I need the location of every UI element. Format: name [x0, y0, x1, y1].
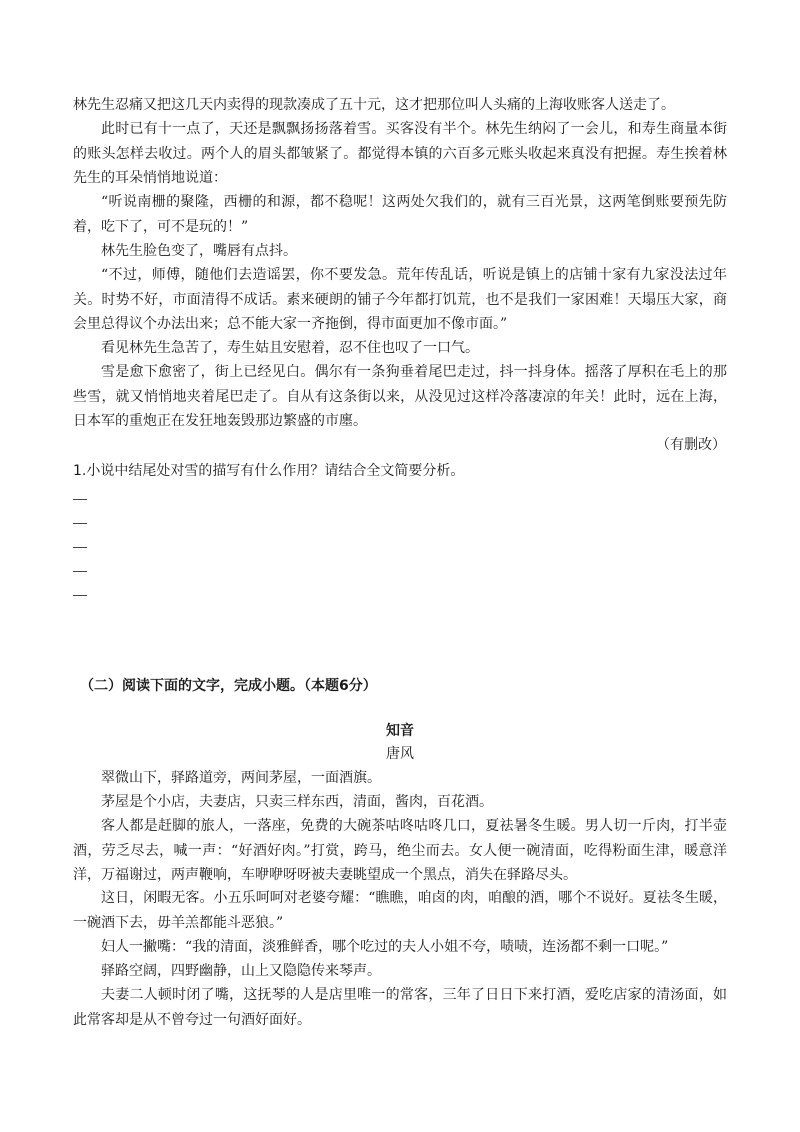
answer-line[interactable] — [73, 571, 87, 572]
passage1-paragraph-4: 林先生脸色变了，嘴唇有点抖。 — [101, 243, 297, 259]
article-paragraph-5: 妇人一撇嘴：“我的清面，淡雅鲜香，哪个吃过的夫人小姐不夸，啧啧，连汤都不剩一口呢。” — [101, 939, 669, 955]
answer-line[interactable] — [73, 523, 87, 524]
passage1-paragraph-6: 看见林先生急苦了，寿生姑且安慰着，忍不住也叹了一口气。 — [101, 340, 479, 356]
answer-line[interactable] — [73, 499, 87, 500]
article-paragraph-4: 这日，闲暇无客。小五乐呵呵对老婆夸耀：“瞧瞧，咱卤的肉，咱酿的酒，哪个不说好。夏祛冬生暖，一碗酒下去，毋羊羔都能斗恶狼。” — [73, 890, 727, 931]
passage1-paragraph-2: 此时已有十一点了，天还是飘飘扬扬落着雪。买客没有半个。林先生纳闷了一会儿，和寿生商量本街的账头怎样去收过。两个人的眉头都皱紧了。都觉得本镇的六百多元账头收起来真没有把握。寿生挨着林先生的耳朵悄悄地说道： — [73, 121, 727, 186]
article-paragraph-7: 夫妻二人顿时闭了嘴，这抚琴的人是店里唯一的常客，三年了日日下来打酒，爱吃店家的清汤面，如此常客却是从不曾夸过一句酒好面好。 — [73, 987, 727, 1028]
article-paragraph-6: 驿路空阔，四野幽静，山上又隐隐传来琴声。 — [101, 963, 381, 979]
passage1-paragraph-5: “不过，师傅，随他们去造谣罢，你不要发急。荒年传乱话，听说是镇上的店铺十家有九家没法过年关。时势不好，市面清得不成话。素来硬朗的铺子今年都打饥荒，也不是我们一家困难！天塌压大家，商会里总得议个办法出来；总不能大家一齐拖倒，得市面更加不像市面。” — [73, 267, 727, 332]
question-1: 1.小说中结尾处对雪的描写有什么作用？请结合全文简要分析。 — [73, 463, 465, 479]
answer-line[interactable] — [73, 595, 87, 596]
passage1-paragraph-3: “听说南栅的聚隆，西栅的和源，都不稳呢！这两处欠我们的，就有三百光景，这两笔倒账要预先防着，吃下了，可不是玩的！” — [73, 194, 727, 235]
article-title: 知音 — [386, 723, 414, 739]
article-paragraph-1: 翠微山下，驿路道旁，两间茅屋，一面酒旗。 — [101, 770, 381, 786]
passage1-paragraph-1: 林先生忍痛又把这几天内卖得的现款凑成了五十元，这才把那位叫人头痛的上海收账客人送走了。 — [73, 97, 675, 113]
article-paragraph-2: 茅屋是个小店，夫妻店，只卖三样东西，清面，酱肉，百花酒。 — [101, 794, 493, 810]
article-paragraph-3: 客人都是赶脚的旅人，一落座，免费的大碗茶咕咚咕咚几口，夏祛暑冬生暖。男人切一斤肉，打半壶酒，劳乏尽去，喊一声：“好酒好肉。”打赏，跨马，绝尘而去。女人便一碗清面，吃得粉面生津，暖意洋洋，万福谢过，两声鞭响，车咿咿呀呀被夫妻眺望成一个黑点，消失在驿路尽头。 — [73, 818, 727, 883]
answer-line[interactable] — [73, 547, 87, 548]
article-author: 唐风 — [386, 746, 414, 762]
passage1-paragraph-7: 雪是愈下愈密了，街上已经见白。偶尔有一条狗垂着尾巴走过，抖一抖身体。摇落了厚积在毛上的那些雪，就又悄悄地夹着尾巴走了。自从有这条街以来，从没见过这样冷落凄凉的年关！此时，远在上海，日本军的重炮正在发狂地轰毁那边繁盛的市廛。 — [73, 364, 727, 429]
section-2-heading: （二）阅读下面的文字，完成小题。（本题6分） — [80, 678, 377, 694]
source-note: （有删改） — [656, 437, 726, 453]
